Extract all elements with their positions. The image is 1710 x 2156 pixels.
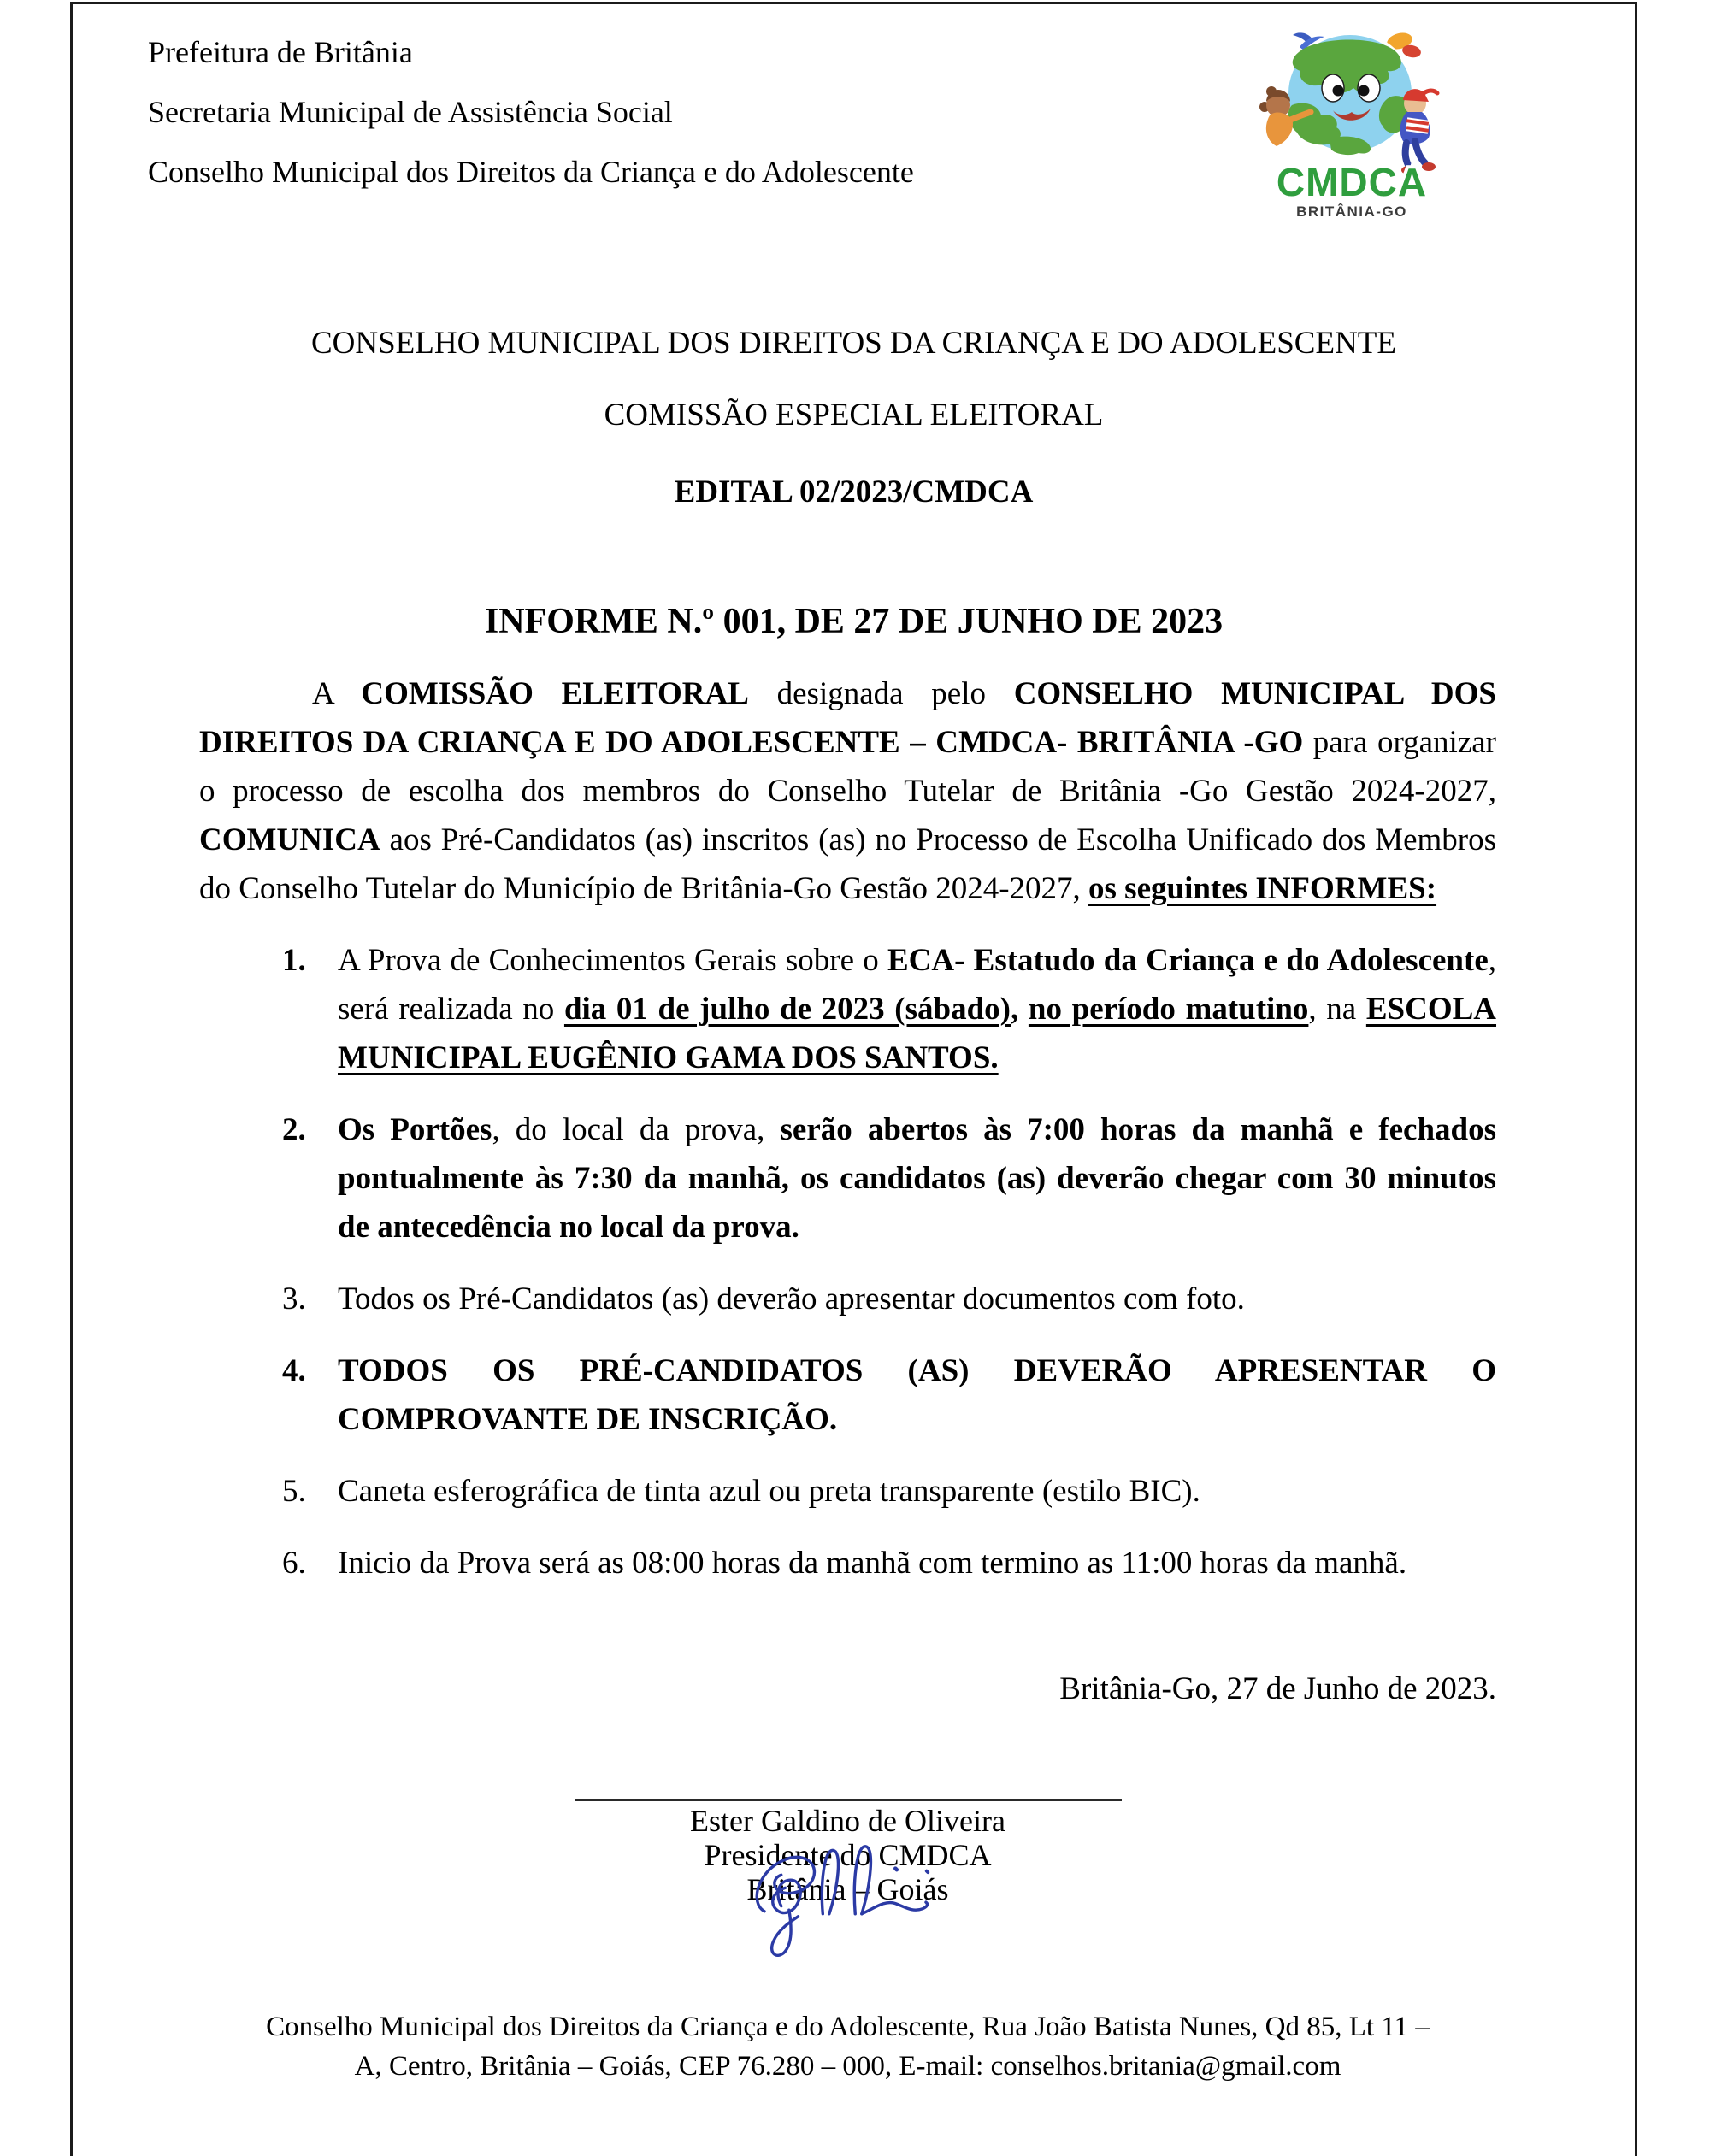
logo-location: BRITÂNIA-GO xyxy=(1296,203,1407,220)
document-body xyxy=(199,669,1496,2086)
letterhead-line-2: Secretaria Municipal de Assistência Social xyxy=(148,95,673,129)
text-run: Inicio da Prova será as 08:00 horas da manhã com termino as 11:00 horas da manhã. xyxy=(338,1546,1407,1581)
list-item-number: 6. xyxy=(282,1546,306,1581)
list-item-text xyxy=(338,936,1496,1082)
signatory-name: Ester Galdino de Oliveira xyxy=(690,1804,1005,1838)
text-run: A Prova de Conhecimentos Gerais sobre o xyxy=(338,943,887,978)
list-item-text xyxy=(338,1346,1496,1444)
intro-paragraph xyxy=(199,669,1496,913)
text-run: serão abertos às 7:00 horas da manhã e fechados pontualmente às 7:30 da manhã, os candidatos (as) deverão chegar com 30 minutos de antecedência no local da prova. xyxy=(338,1112,1496,1245)
cmdca-logo-image xyxy=(1247,27,1457,221)
text-run: , xyxy=(1011,992,1029,1027)
signatory-place: Britânia – Goiás xyxy=(746,1872,949,1906)
date-line: Britânia-Go, 27 de Junho de 2023. xyxy=(1059,1671,1496,1706)
text-run: ESCOLA MUNICIPAL EUGÊNIO GAMA DOS SANTOS. xyxy=(338,992,1497,1075)
title-informe: INFORME N.º 001, DE 27 DE JUNHO DE 2023 xyxy=(484,602,1224,641)
text-run: Os Portões xyxy=(338,1112,492,1147)
title-edital: EDITAL 02/2023/CMDCA xyxy=(674,474,1034,510)
list-item xyxy=(199,936,1496,1082)
list-item-text xyxy=(338,1275,1496,1323)
footer-line-2: A, Centro, Britânia – Goiás, CEP 76.280 – 000, E-mail: conselhos.britania@gmail.com xyxy=(354,2051,1341,2082)
text-run: ECA- Estatudo da Criança e do Adolescente xyxy=(887,943,1489,978)
text-run: no período matutino xyxy=(1028,992,1309,1027)
list-item-number: 3. xyxy=(282,1281,306,1317)
text-run: , do local da prova, xyxy=(492,1112,781,1147)
text-run: TODOS OS PRÉ-CANDIDATOS (AS) DEVERÃO APRESENTAR O COMPROVANTE DE INSCRIÇÃO. xyxy=(338,1353,1496,1437)
list-item xyxy=(199,1105,1496,1252)
text-run: , será realizada no xyxy=(338,943,1496,1027)
list-item-number: 5. xyxy=(282,1474,306,1509)
letterhead-line-1: Prefeitura de Britânia xyxy=(148,35,413,69)
letterhead-line-3: Conselho Municipal dos Direitos da Criança e do Adolescente xyxy=(148,155,914,189)
text-run: aos Pré-Candidatos (as) inscritos (as) no Processo de Escolha Unificado dos Membros do Conselho Tutelar do Município de Britânia-Go Gestão 2024-2027, xyxy=(199,822,1496,906)
text-run: CONSELHO MUNICIPAL DOS DIREITOS DA CRIANÇA E DO ADOLESCENTE – CMDCA- BRITÂNIA -GO xyxy=(199,676,1496,760)
text-run: A xyxy=(312,676,362,711)
title-council: CONSELHO MUNICIPAL DOS DIREITOS DA CRIANÇA E DO ADOLESCENTE xyxy=(310,326,1397,361)
text-run: , na xyxy=(1308,992,1366,1027)
signature-block xyxy=(575,1799,1122,1906)
text-run: para organizar o processo de escolha dos membros do Conselho Tutelar de Britânia -Go Gestão 2024-2027, xyxy=(199,725,1496,809)
document-page xyxy=(70,2,1637,2156)
logo-acronym: CMDCA xyxy=(1276,160,1428,204)
text-run: dia 01 de julho de 2023 (sábado) xyxy=(563,992,1011,1027)
globe-face xyxy=(1287,33,1413,155)
title-commission: COMISSÃO ESPECIAL ELEITORAL xyxy=(604,398,1104,433)
text-run: COMISSÃO ELEITORAL xyxy=(361,676,749,711)
informes-list xyxy=(199,936,1496,1588)
text-run: COMUNICA xyxy=(199,822,380,857)
list-item-text xyxy=(338,1539,1496,1588)
cmdca-logo xyxy=(1247,27,1457,221)
list-item-text xyxy=(338,1467,1496,1516)
list-item-text xyxy=(338,1105,1496,1252)
list-item xyxy=(199,1346,1496,1444)
list-item-number: 4. xyxy=(282,1353,306,1388)
list-item-number: 2. xyxy=(282,1112,306,1147)
text-run: os seguintes INFORMES: xyxy=(1088,871,1437,906)
signatory-role: Presidente do CMDCA xyxy=(704,1838,992,1872)
list-item xyxy=(199,1467,1496,1516)
footer-address xyxy=(199,2007,1496,2086)
text-run: Caneta esferográfica de tinta azul ou preta transparente (estilo BIC). xyxy=(338,1474,1200,1509)
footer-line-1: Conselho Municipal dos Direitos da Criança e do Adolescente, Rua João Batista Nunes, Qd 85, Lt 11 – xyxy=(266,2012,1430,2042)
text-run: designada pelo xyxy=(748,676,1014,711)
list-item xyxy=(199,1275,1496,1323)
list-item-number: 1. xyxy=(282,943,306,978)
signature-line xyxy=(575,1799,1122,1801)
list-item xyxy=(199,1539,1496,1588)
text-run: Todos os Pré-Candidatos (as) deverão apresentar documentos com foto. xyxy=(338,1281,1245,1317)
